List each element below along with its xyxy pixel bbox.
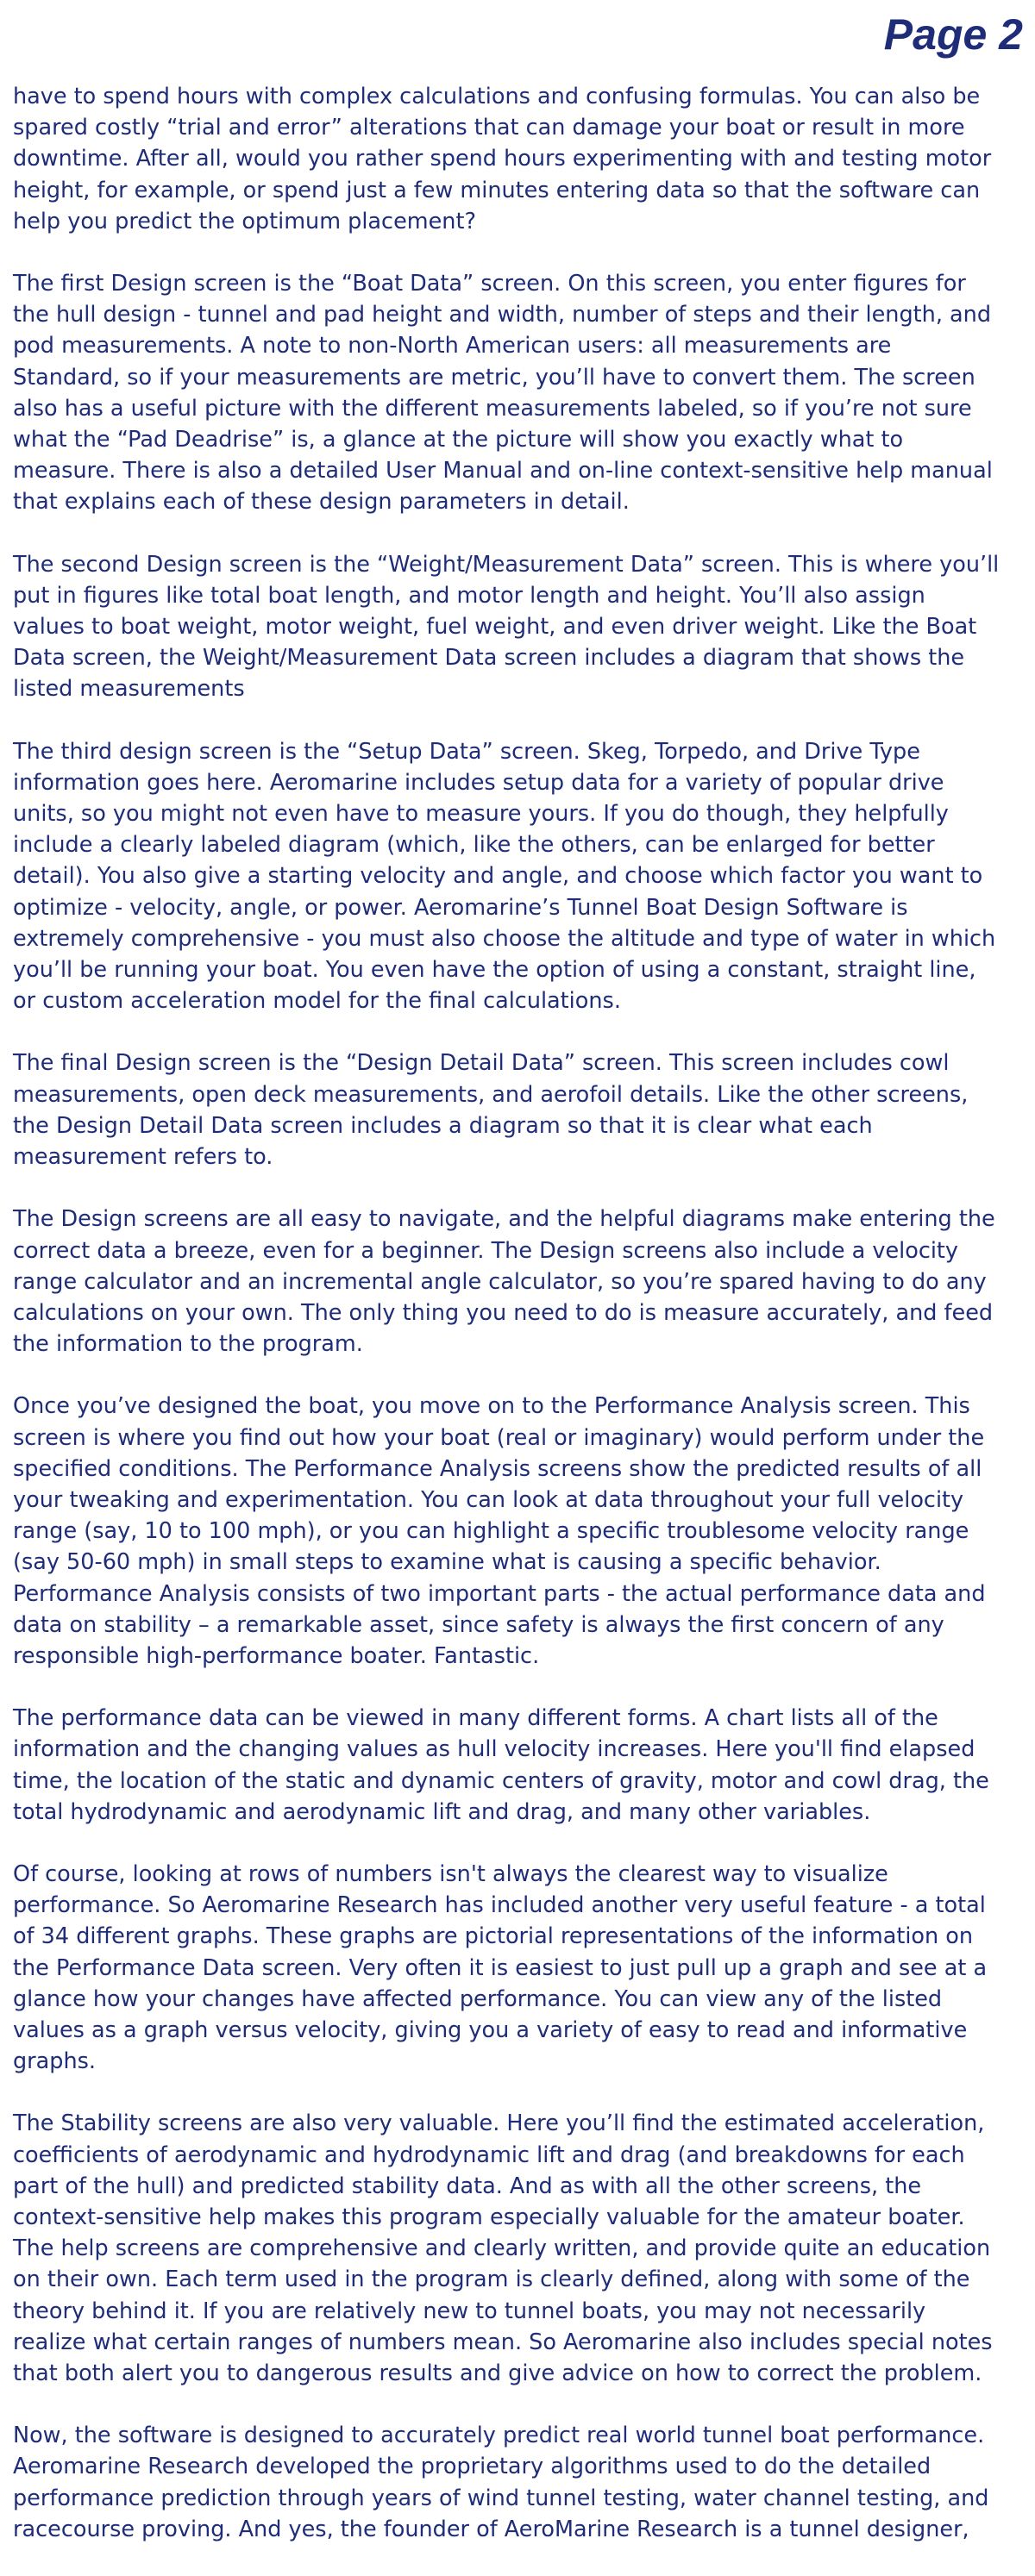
paragraph-stability-screens: The Stability screens are also very valuable. Here you’ll find the estimated acceleration, coefficients of aerodynamic and hydrodynamic lift and drag (and breakdowns for each part of the hull) and predicted stability data. And as with all the other screens, the context-sensitive help makes this program especially valuable for the amateur boater. The help screens are comprehensive and clearly written, and provide quite an education on their own. Each term used in the program is clearly defined, along with some of the theory behind it. If you are relatively new to tunnel boats, you may not necessarily realize what certain ranges of numbers mean. So Aeromarine also includes special notes that both alert you to dangerous results and give advice on how to correct the problem.	[13, 2110, 993, 2386]
paragraph-boat-data-screen: The first Design screen is the “Boat Data” screen. On this screen, you enter figures for the hull design - tunnel and pad height and width, number of steps and their length, and pod measurements. A note to non-North American users: all measurements are Standard, so if your measurements are metric, you’ll have to convert them. The screen also has a useful picture with the different measurements labeled, so if you’re not sure what the “Pad Deadrise” is, a glance at the picture will show you exactly what to measure. There is also a detailed User Manual and on-line context-sensitive help manual that explains each of these design parameters in detail.	[13, 271, 993, 516]
article-body	[13, 81, 1022, 2576]
paragraph-weight-measurement-screen: The second Design screen is the “Weight/Measurement Data” screen. This is where you’ll put in figures like total boat length, and motor length and height. You’ll also assign values to boat weight, motor weight, fuel weight, and even driver weight. Like the Boat Data screen, the Weight/Measurement Data screen includes a diagram that shows the listed measurements	[13, 551, 1000, 703]
paragraph-graphs: Of course, looking at rows of numbers isn't always the clearest way to visualize performance. So Aeromarine Research has included another very useful feature - a total of 34 different graphs. These graphs are pictorial representations of the information on the Performance Data screen. Very often it is easiest to just pull up a graph and see at a glance how your changes have affected performance. You can view any of the listed values as a graph versus velocity, giving you a variety of easy to read and informative graphs.	[13, 1860, 988, 2075]
paragraph-real-world-prediction: Now, the software is designed to accurately predict real world tunnel boat performance. Aeromarine Research developed the proprietary algorithms used to do the detailed performance prediction through years of wind tunnel testing, water channel testing, and racecourse proving. And yes, the founder of AeroMarine Research is a tunnel designer,	[13, 2423, 989, 2542]
paragraph-design-detail-screen: The final Design screen is the “Design Detail Data” screen. This screen includes cowl measurements, open deck measurements, and aerofoil details. Like the other screens, the Design Detail Data screen includes a diagram so that it is clear what each measurement refers to.	[13, 1050, 969, 1171]
paragraph-performance-analysis: Once you’ve designed the boat, you move on to the Performance Analysis screen. This screen is where you find out how your boat (real or imaginary) would perform under the specified conditions. The Performance Analysis screens show the predicted results of all your tweaking and experimentation. You can look at data throughout your full velocity range (say, 10 to 100 mph), or you can highlight a specific troublesome velocity range (say 50-60 mph) in small steps to examine what is causing a specific behavior. Performance Analysis consists of two important parts - the actual performance data and data on stability – a remarkable asset, since safety is always the first concern of any responsible high-performance boater. Fantastic.	[13, 1393, 986, 1669]
paragraph-performance-data: The performance data can be viewed in many different forms. A chart lists all of the information and the changing values as hull velocity increases. Here you'll find elapsed time, the location of the static and dynamic centers of gravity, motor and cowl drag, the total hydrodynamic and aerodynamic lift and drag, and many other variables.	[13, 1705, 989, 1825]
page-number-label: Page 2	[883, 10, 1023, 59]
paragraph-setup-data-screen: The third design screen is the “Setup Data” screen. Skeg, Torpedo, and Drive Type information goes here. Aeromarine includes setup data for a variety of popular drive units, so you might not even have to measure yours. If you do though, they helpfully include a clearly labeled diagram (which, like the others, can be enlarged for better detail). You also give a starting velocity and angle, and choose which factor you want to optimize - velocity, angle, or power. Aeromarine’s Tunnel Boat Design Software is extremely comprehensive - you must also choose the altitude and type of water in which you’ll be running your boat. You even have the option of using a constant, straight line, or custom acceleration model for the final calculations.	[13, 738, 996, 1015]
paragraph-intro-continuation: have to spend hours with complex calculations and confusing formulas. You can also be spared costly “trial and error” alterations that can damage your boat or result in more downtime. After all, would you rather spend hours experimenting with and testing motor height, for example, or spend just a few minutes entering data so that the software can help you predict the optimum placement?	[13, 84, 992, 234]
paragraph-design-screens-summary: The Design screens are all easy to navigate, and the helpful diagrams make entering the correct data a breeze, even for a beginner. The Design screens also include a velocity range calculator and an incremental angle calculator, so you’re spared having to do any calculations on your own. The only thing you need to do is measure accurately, and feed the information to the program.	[13, 1206, 995, 1358]
